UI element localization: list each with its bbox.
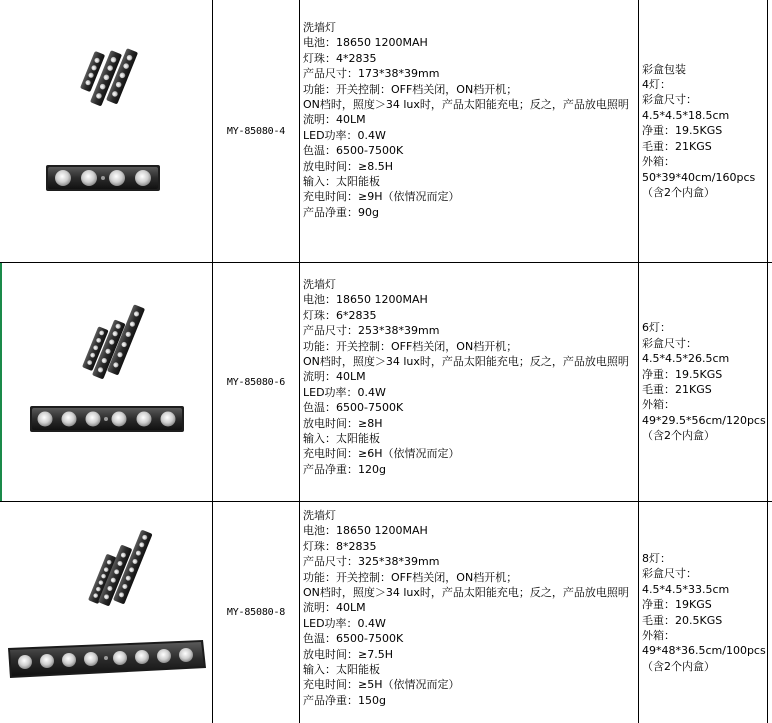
packing-line: 49*48*36.5cm/100pcs	[642, 644, 766, 658]
packing-line: 毛重：21KGS	[642, 139, 712, 153]
spec-line: 灯珠：8*2835	[303, 539, 377, 553]
spec-line: ON档时，照度＞34 lux时，产品太阳能充电；反之，产品放电照明	[303, 98, 629, 112]
spec-line: 电池：18650 1200MAH	[303, 524, 428, 538]
spec-line: 产品尺寸：173*38*39mm	[303, 67, 440, 81]
product-image-8led	[0, 502, 212, 723]
spec-line: 电池：18650 1200MAH	[303, 293, 428, 307]
spec-list	[300, 506, 638, 723]
spec-line: 功能：开关控制：OFF档关闭，ON档开机；	[303, 82, 518, 96]
packing-line: 外箱：	[642, 628, 675, 642]
spec-line: 产品净重：150g	[303, 693, 386, 707]
spec-line: LED功率：0.4W	[303, 616, 386, 630]
spec-line: 充电时间：≥6H（依情况而定）	[303, 447, 460, 461]
spec-line: 放电时间：≥7.5H	[303, 647, 393, 661]
spec-line: 放电时间：≥8.5H	[303, 159, 393, 173]
spec-line: LED功率：0.4W	[303, 128, 386, 142]
spec-line: ON档时，照度＞34 lux时，产品太阳能充电；反之，产品放电照明	[303, 355, 629, 369]
spec-line: 洗墙灯	[303, 278, 336, 291]
packing-info	[639, 0, 767, 262]
spec-line: 输入：太阳能板	[303, 175, 380, 189]
packing-line: 49*29.5*56cm/120pcs	[642, 413, 766, 427]
packing-line: 4灯：	[642, 78, 671, 92]
spec-line: 流明：40LM	[303, 601, 366, 615]
packing-line: 6灯：	[642, 321, 671, 335]
packing-line: 净重：19.5KGS	[642, 367, 723, 381]
spec-line: LED功率：0.4W	[303, 385, 386, 399]
spec-line: 灯珠：6*2835	[303, 308, 377, 322]
model-number: MY-85080-8	[226, 607, 286, 618]
spec-line: 灯珠：4*2835	[303, 51, 377, 65]
spec-line: 色温：6500-7500K	[303, 144, 404, 158]
packing-line: 彩盒包装	[642, 62, 686, 76]
spec-line: 洗墙灯	[303, 21, 336, 34]
packing-line: 净重：19KGS	[642, 598, 712, 612]
product-image-4led	[0, 0, 212, 262]
packing-line: （含2个内盒）	[642, 429, 715, 443]
spec-list	[300, 275, 638, 501]
spec-list	[300, 18, 638, 262]
spec-line: 流明：40LM	[303, 370, 366, 384]
spec-line: 产品净重：120g	[303, 462, 386, 476]
product-image-6led	[2, 263, 212, 501]
packing-line: 毛重：21KGS	[642, 383, 712, 396]
spec-line: 流明：40LM	[303, 113, 366, 127]
packing-line: 彩盒尺寸：	[642, 93, 697, 107]
spec-line: 色温：6500-7500K	[303, 401, 404, 415]
spec-line: 放电时间：≥8H	[303, 416, 383, 430]
packing-line: 4.5*4.5*26.5cm	[642, 352, 730, 366]
spec-line: 输入：太阳能板	[303, 432, 380, 446]
column-divider	[767, 0, 768, 723]
spec-line: 输入：太阳能板	[303, 663, 380, 677]
spec-line: 电池：18650 1200MAH	[303, 36, 428, 50]
packing-line: 毛重：20.5KGS	[642, 613, 723, 627]
packing-line: 外箱：	[642, 155, 675, 169]
packing-line: 外箱：	[642, 398, 675, 412]
packing-line: （含2个内盒）	[642, 185, 715, 199]
packing-line: 4.5*4.5*33.5cm	[642, 582, 730, 596]
spec-line: ON档时，照度＞34 lux时，产品太阳能充电；反之，产品放电照明	[303, 586, 629, 600]
packing-line: 彩盒尺寸：	[642, 336, 697, 350]
spec-line: 产品尺寸：253*38*39mm	[303, 324, 440, 338]
spec-line: 充电时间：≥5H（依情况而定）	[303, 678, 460, 692]
spec-line: 色温：6500-7500K	[303, 632, 404, 646]
packing-info	[639, 502, 767, 723]
spec-line: 功能：开关控制：OFF档关闭，ON档开机；	[303, 570, 518, 584]
packing-line: 彩盒尺寸：	[642, 567, 697, 581]
model-number: MY-85080-6	[226, 376, 286, 388]
spec-line: 充电时间：≥9H（依情况而定）	[303, 190, 460, 204]
spec-line: 洗墙灯	[303, 509, 336, 522]
spec-line: 产品尺寸：325*38*39mm	[303, 555, 440, 569]
packing-line: 4.5*4.5*18.5cm	[642, 108, 730, 122]
packing-line: 净重：19.5KGS	[642, 124, 723, 138]
packing-line: （含2个内盒）	[642, 659, 715, 673]
model-number: MY-85080-4	[226, 125, 286, 137]
packing-line: 50*39*40cm/160pcs	[642, 170, 756, 184]
packing-line: 8灯：	[642, 551, 671, 565]
packing-info	[639, 263, 767, 501]
spec-line: 产品净重：90g	[303, 205, 379, 219]
spec-line: 功能：开关控制：OFF档关闭，ON档开机；	[303, 339, 518, 353]
